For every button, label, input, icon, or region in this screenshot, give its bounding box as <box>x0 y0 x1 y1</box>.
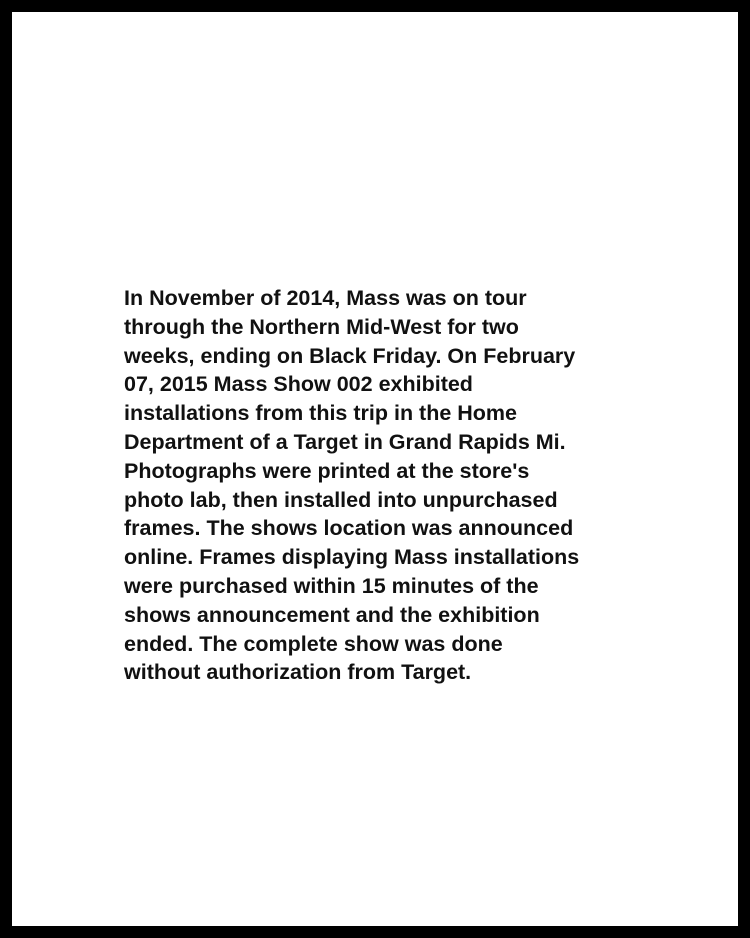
statement-line: weeks, ending on Black Friday. On February <box>124 343 576 368</box>
exhibition-statement <box>124 284 664 687</box>
statement-line: 07, 2015 Mass Show 002 exhibited <box>124 372 473 397</box>
statement-line: through the Northern Mid-West for two <box>124 314 519 339</box>
statement-line: In November of 2014, Mass was on tour <box>124 286 527 310</box>
statement-line: were purchased within 15 minutes of the <box>124 573 539 598</box>
statement-line: without authorization from Target. <box>124 660 472 685</box>
statement-line: shows announcement and the exhibition <box>124 602 540 627</box>
statement-line: photo lab, then installed into unpurchased <box>124 487 558 512</box>
statement-line: Department of a Target in Grand Rapids Mi. <box>124 429 566 454</box>
statement-line: ended. The complete show was done <box>124 631 503 656</box>
statement-line: frames. The shows location was announced <box>124 516 574 541</box>
statement-line: online. Frames displaying Mass installations <box>124 545 580 570</box>
statement-line: installations from this trip in the Home <box>124 401 518 426</box>
statement-line: Photographs were printed at the store's <box>124 458 530 483</box>
